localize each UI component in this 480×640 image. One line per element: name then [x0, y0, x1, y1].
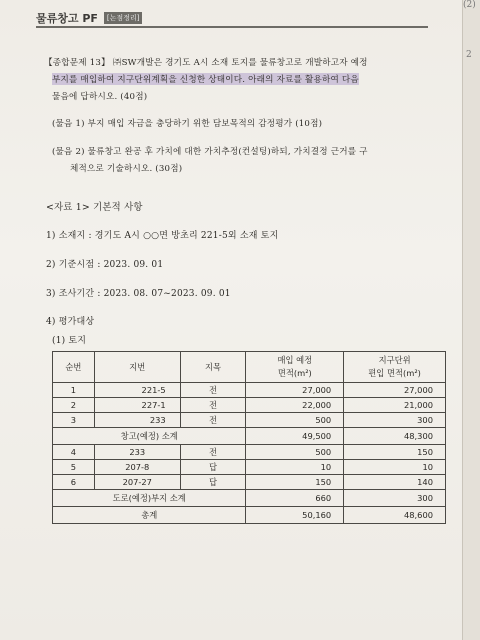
cell-lot: 233 — [94, 445, 180, 460]
table-header-row — [53, 352, 446, 383]
cell-area: 500 — [246, 445, 344, 460]
header-plan-line2: 편입 면적(m²) — [368, 368, 421, 378]
cell-no: 3 — [53, 413, 95, 428]
cell-area: 10 — [246, 460, 344, 475]
land-table — [52, 351, 446, 524]
page-header — [36, 8, 428, 28]
total-label: 총계 — [53, 507, 246, 524]
cell-category: 전 — [180, 383, 246, 398]
subtotal-row-road — [53, 490, 446, 507]
next-page-edge — [462, 0, 480, 640]
header-category: 지목 — [180, 352, 246, 383]
header-title: 물류창고 PF — [36, 12, 98, 25]
table-row — [53, 383, 446, 398]
edge-page-mark: (2) — [463, 0, 476, 10]
question-1: (물음 1) 부지 매입 자금을 충당하기 위한 담보목적의 감정평가 (10점) — [52, 119, 323, 129]
cell-category: 전 — [180, 398, 246, 413]
cell-plan-area: 10 — [344, 460, 446, 475]
table-row — [53, 445, 446, 460]
item-land: (1) 토지 — [52, 336, 87, 346]
problem-line-2: 부지를 매입하여 지구단위계획을 신청한 상태이다. 아래의 자료를 활용하여 다음 — [52, 75, 359, 85]
cell-no: 6 — [53, 475, 95, 490]
cell-area: 22,000 — [246, 398, 344, 413]
table-row — [53, 398, 446, 413]
cell-lot: 207-8 — [94, 460, 180, 475]
cell-no: 5 — [53, 460, 95, 475]
cell-category: 전 — [180, 445, 246, 460]
cell-plan-area: 150 — [344, 445, 446, 460]
cell-plan-area: 27,000 — [344, 383, 446, 398]
subtotal-label: 도로(예정)부지 소계 — [53, 490, 246, 507]
problem-line-1: 【종합문제 13】 ㈜SW개발은 경기도 A시 소재 토지를 물류창고로 개발하고자 예정 — [44, 58, 368, 68]
cell-category: 답 — [180, 475, 246, 490]
cell-lot: 227-1 — [94, 398, 180, 413]
cell-area: 27,000 — [246, 383, 344, 398]
cell-category: 전 — [180, 413, 246, 428]
question-2-line-2: 체적으로 기술하시오. (30점) — [70, 164, 183, 174]
cell-area: 500 — [246, 413, 344, 428]
header-area — [246, 352, 344, 383]
cell-plan-area: 140 — [344, 475, 446, 490]
item-survey-period: 3) 조사기간 : 2023. 08. 07~2023. 09. 01 — [46, 289, 231, 299]
section-title: <자료 1> 기본적 사항 — [46, 202, 143, 213]
subtotal-area: 49,500 — [246, 428, 344, 445]
total-area: 50,160 — [246, 507, 344, 524]
cell-area: 150 — [246, 475, 344, 490]
header-area-line2: 면적(m²) — [277, 368, 312, 378]
edge-page-mark-2: 2 — [466, 50, 472, 60]
table-row — [53, 460, 446, 475]
cell-category: 답 — [180, 460, 246, 475]
item-location: 1) 소재지 : 경기도 A시 ○○면 방초리 221-5외 소재 토지 — [46, 231, 279, 241]
header-plan-area — [344, 352, 446, 383]
header-lot: 지번 — [94, 352, 180, 383]
header-no: 순번 — [53, 352, 95, 383]
cell-no: 4 — [53, 445, 95, 460]
subtotal-plan-area: 300 — [344, 490, 446, 507]
cell-plan-area: 21,000 — [344, 398, 446, 413]
subtotal-area: 660 — [246, 490, 344, 507]
subtotal-plan-area: 48,300 — [344, 428, 446, 445]
cell-plan-area: 300 — [344, 413, 446, 428]
subtotal-label: 창고(예정) 소계 — [53, 428, 246, 445]
item-target: 4) 평가대상 — [46, 317, 95, 327]
problem-line-3: 물음에 답하시오. (40점) — [52, 92, 148, 102]
cell-lot: 233 — [94, 413, 180, 428]
subtotal-row-warehouse — [53, 428, 446, 445]
cell-lot: 221-5 — [94, 383, 180, 398]
item-base-date: 2) 기준시점 : 2023. 09. 01 — [46, 260, 164, 270]
total-plan-area: 48,600 — [344, 507, 446, 524]
total-row — [53, 507, 446, 524]
header-badge: [논점정리] — [104, 12, 143, 24]
cell-lot: 207-27 — [94, 475, 180, 490]
header-area-line1: 매입 예정 — [277, 355, 313, 365]
question-2-line-1: (물음 2) 물류창고 완공 후 가치에 대한 가치추정(컨설팅)하되, 가치결정 근거를 구 — [52, 147, 368, 157]
header-plan-line1: 지구단위 — [378, 355, 411, 365]
table-row — [53, 413, 446, 428]
cell-no: 1 — [53, 383, 95, 398]
cell-no: 2 — [53, 398, 95, 413]
table-row — [53, 475, 446, 490]
